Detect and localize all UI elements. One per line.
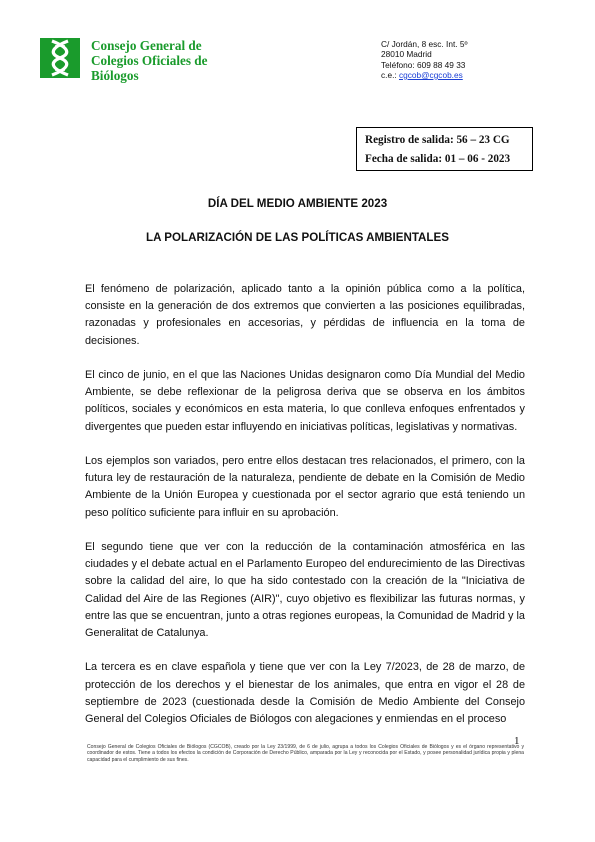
page-number: 1 xyxy=(514,735,520,747)
organization-name xyxy=(91,38,207,83)
contact-city: 28010 Madrid xyxy=(381,49,432,60)
paragraph-3: Los ejemplos son variados, pero entre ellos destacan tres relacionados, el primero, con la futura ley de restauración de la naturaleza, pendiente de debate en la Comisión de Medio Ambiente de la Unión Europea y cuestionada por el sector agrario que está teniendo un peso político suficiente para influir en su aprobación. xyxy=(85,455,525,519)
contact-block xyxy=(381,39,468,80)
registry-number: Registro de salida: 56 – 23 CG xyxy=(365,134,510,146)
footer-note: Consejo General de Colegios Oficiales de Biólogos (CGCOB), creado por la Ley 23/1999, de 6 de julio, agrupa a todos los Colegios Oficiales de Biólogos y es el órgano representativo y coordinador de estos. Tiene a todos los efectos la condición de Corporación de Derecho Público, amparada por la Ley y reconocida por el Estado, y posee personalidad jurídica propia y plena capacidad para el cumplimiento de sus fines. xyxy=(87,744,524,763)
org-name-line-3: Biólogos xyxy=(91,68,139,83)
org-name-line-2: Colegios Oficiales de xyxy=(91,53,208,68)
paragraph-2: El cinco de junio, en el que las Naciones Unidas designaron como Día Mundial del Medio Ambiente, se debe reflexionar de la peligrosa deriva que se observa en los ámbitos políticos, sociales y económicos en esta materia, lo que conlleva enfoques enfrentados y divergentes que pueden estar influyendo en iniciativas políticas, legislativas y normativas. xyxy=(85,369,525,433)
registry-box xyxy=(356,127,533,171)
registry-date: Fecha de salida: 01 – 06 - 2023 xyxy=(365,153,511,165)
contact-email-label: c.e.: xyxy=(381,69,399,80)
contact-phone: Teléfono: 609 88 49 33 xyxy=(381,59,466,70)
document-body xyxy=(85,281,525,745)
paragraph-1: El fenómeno de polarización, aplicado tanto a la opinión pública como a la política, consiste en la generación de dos extremos que convierten a las posiciones equilibradas, razonadas y profesionales en accesorias, y pérdidas de influencia en la toma de decisiones. xyxy=(85,283,525,347)
paragraph-4: El segundo tiene que ver con la reducción de la contaminación atmosférica en las ciudades y el debate actual en el Parlamento Europeo del endurecimiento de las Directivas sobre la calidad del aire, lo que ha sido contestado con la creación de la "Iniciativa de Calidad del Aire de las Regiones (AIR)", cuyo objetivo es flexibilizar las futuras normas, y entre las que se encuentran, junto a otras regiones europeas, la Comunidad de Madrid y la Generalitat de Catalunya. xyxy=(85,541,525,640)
contact-email-row xyxy=(381,70,468,80)
org-name-line-1: Consejo General de xyxy=(91,38,202,53)
contact-email-link[interactable]: cgcob@cgcob.es xyxy=(398,69,463,80)
paragraph-5: La tercera es en clave española y tiene que ver con la Ley 7/2023, de 28 de marzo, de protección de los derechos y el bienestar de los animales, que entra en vigor el 28 de septiembre de 2023 (cuestionada desde la Comisión de Medio Ambiente del Consejo General del Colegios Oficiales de Biólogos con alegaciones y enmiendas en el proceso xyxy=(85,661,525,726)
document-subtitle: LA POLARIZACIÓN DE LAS POLÍTICAS AMBIENTALES xyxy=(146,231,449,244)
document-title: DÍA DEL MEDIO AMBIENTE 2023 xyxy=(207,197,388,210)
contact-address: C/ Jordán, 8 esc. Int. 5º xyxy=(381,39,468,49)
cgcob-logo xyxy=(40,38,80,78)
